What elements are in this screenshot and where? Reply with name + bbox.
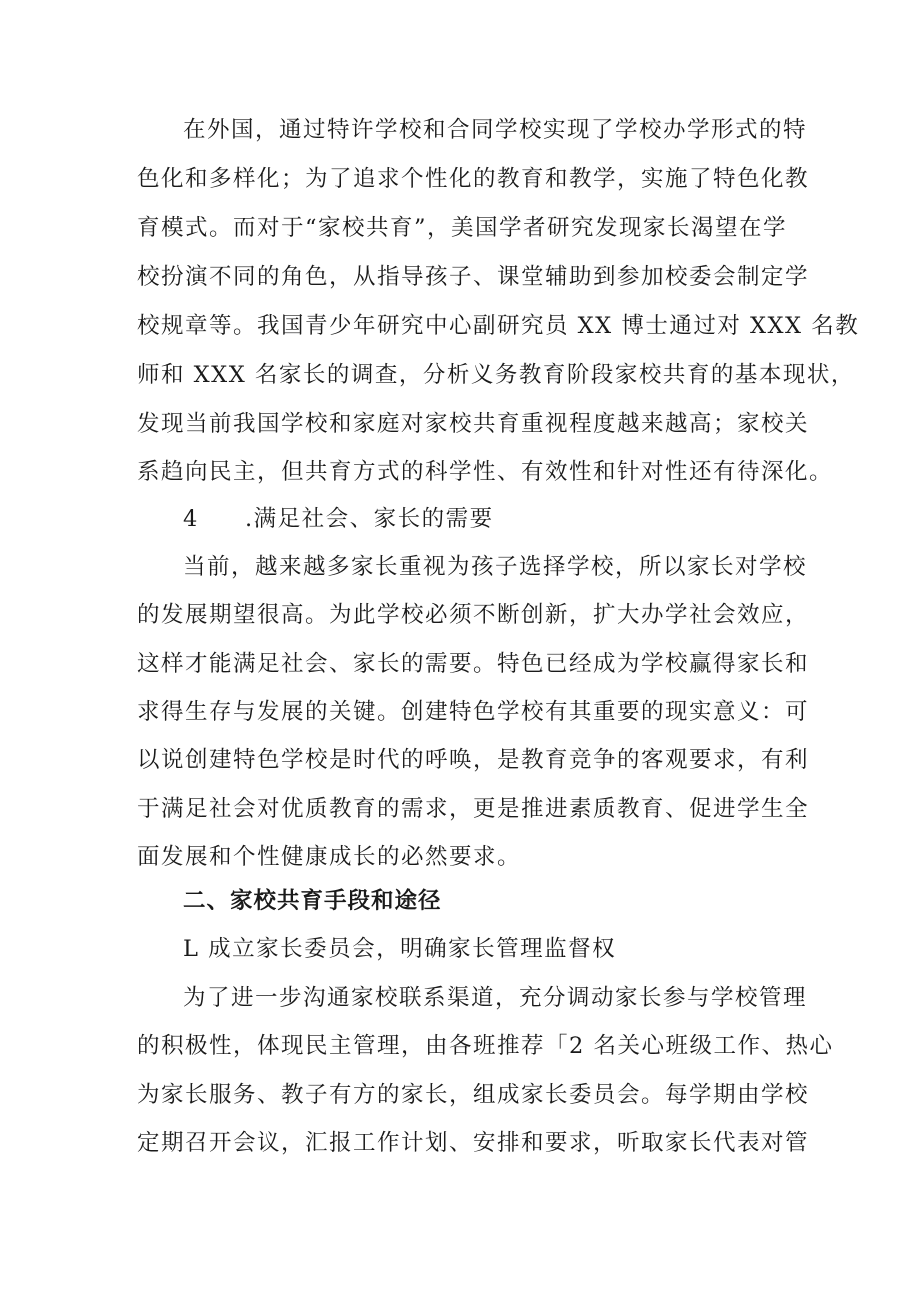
subsection-heading-1: L 成立家长委员会，明确家长管理监督权 [183,936,617,962]
text-line: 定期召开会议，汇报工作计划、安排和要求，听取家长代表对管 [137,1130,810,1156]
text-line: 面发展和个性健康成长的必然要求。 [137,844,522,870]
text-line: 于满足社会对优质教育的需求，更是推进素质教育、促进学生全 [137,796,810,822]
text-line: 的发展期望很高。为此学校必须不断创新，扩大办学社会效应， [137,602,810,628]
text-line: 校规章等。我国青少年研究中心副研究员 XX 博士通过对 XXX 名教 [137,313,860,339]
text-line: 为了进一步沟通家校联系渠道，充分调动家长参与学校管理 [183,985,808,1011]
text-line: 的积极性，体现民主管理，由各班推荐「2 名关心班级工作、热心 [137,1033,834,1059]
text-line: 色化和多样化；为了追求个性化的教育和教学，实施了特色化教 [137,166,810,192]
text-line: 以说创建特色学校是时代的呼唤，是教育竞争的客观要求，有利 [137,747,810,773]
text-line: 为家长服务、教子有方的家长，组成家长委员会。每学期由学校 [137,1082,810,1108]
text-line: 育模式。而对于“家校共育”，美国学者研究发现家长渴望在学 [137,215,788,241]
text-line: 在外国，通过特许学校和合同学校实现了学校办学形式的特 [183,117,808,143]
text-line: 发现当前我国学校和家庭对家校共育重视程度越来越高；家校关 [137,411,810,437]
subsection-title: .满足社会、家长的需要 [245,506,494,532]
text-line: 当前，越来越多家长重视为孩子选择学校，所以家长对学校 [183,554,808,580]
text-line: 系趋向民主，但共育方式的科学性、有效性和针对性还有待深化。 [137,459,834,485]
subsection-number: 4 [183,506,198,532]
text-line: 校扮演不同的角色，从指导孩子、课堂辅助到参加校委会制定学 [137,264,810,290]
text-line: 这样才能满足社会、家长的需要。特色已经成为学校赢得家长和 [137,651,810,677]
text-line: 师和 XXX 名家长的调查，分析义务教育阶段家校共育的基本现状， [137,362,855,388]
text-line: 求得生存与发展的关键。创建特色学校有其重要的现实意义：可 [137,699,810,725]
section-heading: 二、家校共育手段和途径 [183,888,442,914]
